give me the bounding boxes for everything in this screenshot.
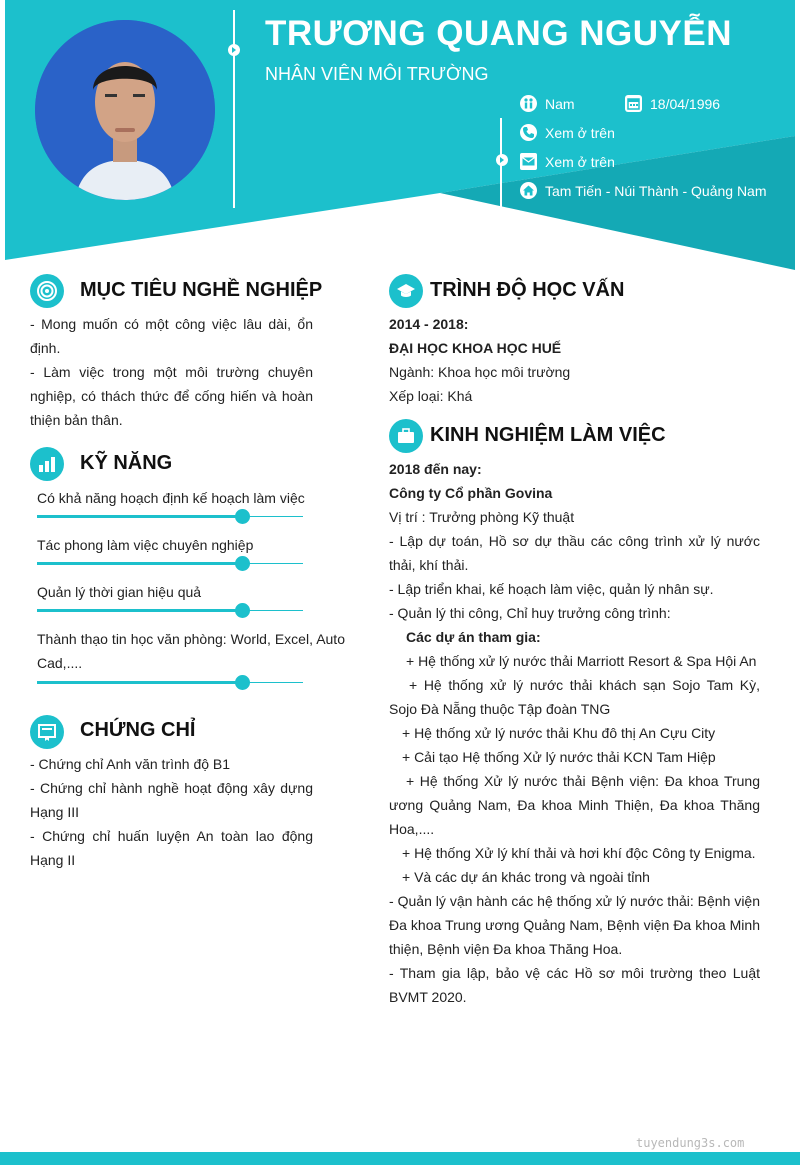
experience-duty: - Lập dự toán, Hồ sơ dự thầu các công trình xử lý nước thải, khí thải. bbox=[389, 533, 760, 573]
gender-icon bbox=[520, 95, 537, 112]
home-icon bbox=[520, 182, 537, 199]
objective-text bbox=[30, 312, 313, 432]
certificate-line: - Chứng chỉ huấn luyện An toàn lao động Hạng II bbox=[30, 828, 313, 868]
project-item: + Hệ thống xử lý nước thải Khu đô thị An Cựu City bbox=[402, 725, 716, 741]
experience-duty: - Tham gia lập, bảo vệ các Hồ sơ môi trường theo Luật BVMT 2020. bbox=[389, 965, 760, 1005]
skill-level-knob bbox=[235, 556, 250, 571]
objective-line: - Làm việc trong một môi trường chuyên nghiệp, có thách thức để cống hiến và hoàn thiện bản thân. bbox=[30, 364, 313, 428]
skill-level-knob bbox=[235, 509, 250, 524]
skill-label: Có khả năng hoạch định kế hoạch làm việc bbox=[37, 490, 305, 506]
candidate-name: TRƯƠNG QUANG NGUYỄN bbox=[265, 14, 733, 53]
experience-title: KINH NGHIỆM LÀM VIỆC bbox=[430, 424, 666, 446]
email-value: Xem ở trên bbox=[545, 153, 615, 170]
experience-position: Vị trí : Trưởng phòng Kỹ thuật bbox=[389, 509, 575, 525]
address-value: Tam Tiến - Núi Thành - Quảng Nam bbox=[545, 182, 767, 199]
skill-level-knob bbox=[235, 603, 250, 618]
project-item: + Hệ thống Xử lý khí thải và hơi khí độc Công ty Enigma. bbox=[402, 845, 756, 861]
phone-value: Xem ở trên bbox=[545, 124, 615, 141]
footer-bar bbox=[0, 1152, 800, 1165]
experience-duty: - Quản lý thi công, Chỉ huy trưởng công trình: bbox=[389, 605, 671, 621]
certificates-text bbox=[30, 752, 313, 872]
project-item: + Hệ thống xử lý nước thải khách sạn Sojo Tam Kỳ, Sojo Đà Nẵng thuộc Tập đoàn TNG bbox=[389, 677, 760, 717]
phone-info bbox=[520, 124, 615, 141]
skill-label: Quản lý thời gian hiệu quả bbox=[37, 584, 202, 600]
skill-level-bar bbox=[37, 610, 303, 611]
profile-photo bbox=[35, 20, 215, 200]
dob-value: 18/04/1996 bbox=[650, 95, 721, 112]
skill-level-bar bbox=[37, 516, 303, 517]
graduation-cap-icon bbox=[389, 274, 423, 308]
bar-chart-icon bbox=[30, 447, 64, 481]
skill-label: Tác phong làm việc chuyên nghiệp bbox=[37, 537, 254, 553]
gender-value: Nam bbox=[545, 95, 575, 112]
skill-level-bar bbox=[37, 682, 303, 683]
phone-icon bbox=[520, 124, 537, 141]
education-grade: Xếp loại: Khá bbox=[389, 388, 473, 404]
education-major: Ngành: Khoa học môi trường bbox=[389, 364, 571, 380]
experience-company: Công ty Cổ phần Govina bbox=[389, 485, 553, 501]
projects-title: Các dự án tham gia: bbox=[406, 629, 541, 645]
project-item: + Hệ thống xử lý nước thải Marriott Resort & Spa Hội An bbox=[406, 653, 757, 669]
education-title: TRÌNH ĐỘ HỌC VẤN bbox=[430, 279, 625, 301]
email-icon bbox=[520, 153, 537, 170]
experience-text bbox=[389, 457, 760, 1009]
objective-line: - Mong muốn có một công việc lâu dài, ổn định. bbox=[30, 316, 313, 356]
education-text bbox=[389, 312, 769, 408]
calendar-icon bbox=[625, 95, 642, 112]
project-item: + Cải tạo Hệ thống Xử lý nước thải KCN Tam Hiệp bbox=[402, 749, 716, 765]
objective-title: MỤC TIÊU NGHỀ NGHIỆP bbox=[80, 279, 323, 301]
divider-arrow-icon bbox=[228, 44, 240, 56]
experience-duty: - Quản lý vận hành các hệ thống xử lý nước thải: Bệnh viện Đa khoa Trung ương Quảng Nam, Bệnh viện Đa khoa Minh thiện, Bệnh viện Đa khoa Thăng Hoa. bbox=[389, 893, 760, 957]
certificates-title: CHỨNG CHỈ bbox=[80, 719, 196, 741]
skill-label: Thành thạo tin học văn phòng: World, Excel, Auto Cad,.... bbox=[37, 631, 345, 671]
gender-info bbox=[520, 95, 575, 112]
education-period: 2014 - 2018: bbox=[389, 316, 469, 332]
dob-info bbox=[625, 95, 720, 112]
education-school: ĐẠI HỌC KHOA HỌC HUẾ bbox=[389, 340, 562, 356]
address-info bbox=[520, 182, 767, 199]
candidate-role: NHÂN VIÊN MÔI TRƯỜNG bbox=[265, 64, 489, 84]
certificate-line: - Chứng chỉ Anh văn trình độ B1 bbox=[30, 756, 231, 772]
certificate-line: - Chứng chỉ hành nghề hoạt động xây dựng Hạng III bbox=[30, 780, 313, 820]
experience-duty: - Lập triển khai, kế hoạch làm việc, quản lý nhân sự. bbox=[389, 581, 714, 597]
project-item: + Và các dự án khác trong và ngoài tỉnh bbox=[402, 869, 650, 885]
header-divider bbox=[233, 10, 235, 208]
info-arrow-icon bbox=[496, 154, 508, 166]
email-info bbox=[520, 153, 615, 170]
experience-period: 2018 đến nay: bbox=[389, 461, 482, 477]
briefcase-icon bbox=[389, 419, 423, 453]
skill-level-knob bbox=[235, 675, 250, 690]
project-item: + Hệ thống Xử lý nước thải Bệnh viện: Đa khoa Trung ương Quảng Nam, Đa khoa Minh Thiện, Đa khoa Thăng Hoa,.... bbox=[389, 773, 760, 837]
skills-title: KỸ NĂNG bbox=[80, 452, 173, 474]
watermark: tuyendung3s.com bbox=[636, 1136, 745, 1150]
skill-level-bar bbox=[37, 563, 303, 564]
target-icon bbox=[30, 274, 64, 308]
certificate-icon bbox=[30, 715, 64, 749]
